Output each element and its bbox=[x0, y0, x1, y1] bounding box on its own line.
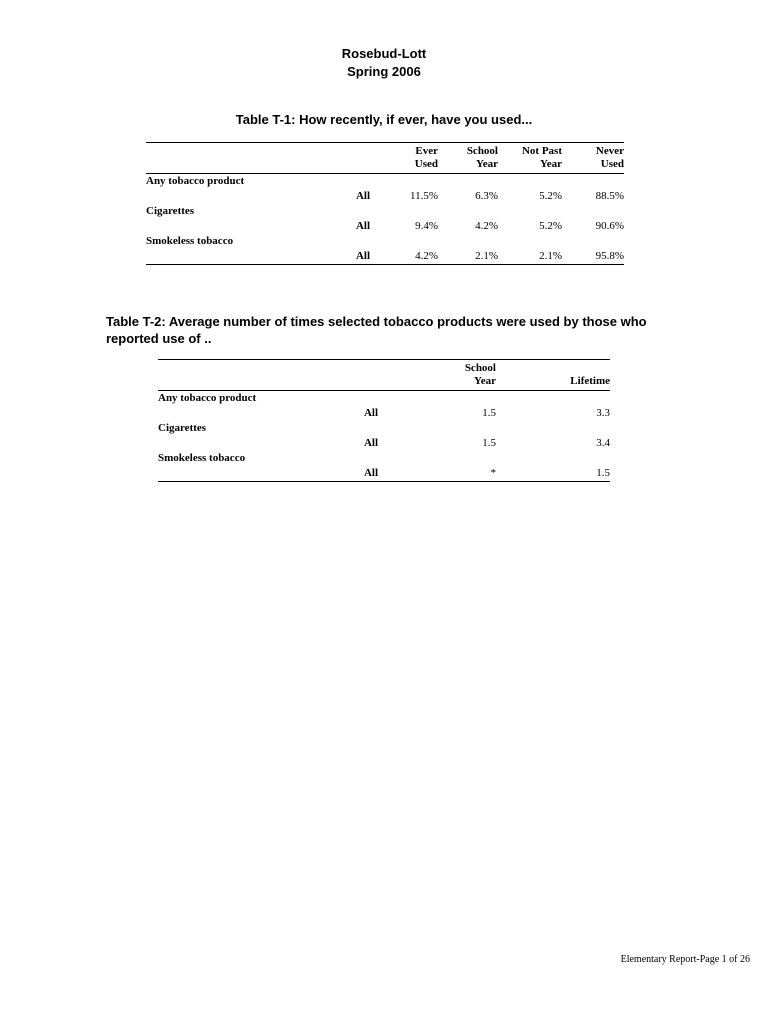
column-header-ever-used: Ever Used bbox=[376, 143, 438, 174]
row-group-label: All bbox=[363, 467, 378, 479]
table-t2 bbox=[158, 359, 610, 482]
table-row-label bbox=[146, 204, 624, 219]
column-header-school-year: School Year bbox=[384, 360, 496, 391]
row-label-any-tobacco: Any tobacco product bbox=[158, 392, 257, 404]
table-t1 bbox=[146, 142, 624, 265]
row-group-label: All bbox=[363, 407, 378, 419]
table-cell: 11.5% bbox=[409, 190, 438, 202]
table-cell: 4.2% bbox=[475, 220, 498, 232]
table-row bbox=[158, 466, 610, 482]
row-group-label: All bbox=[363, 437, 378, 449]
table-t2-header-row bbox=[158, 360, 610, 391]
table-cell: 3.4 bbox=[596, 437, 610, 449]
table-row-label bbox=[158, 391, 610, 407]
table-t1-title: Table T-1: How recently, if ever, have you used... bbox=[235, 112, 533, 127]
row-label-any-tobacco: Any tobacco product bbox=[146, 175, 245, 187]
row-label-smokeless-tobacco: Smokeless tobacco bbox=[146, 235, 234, 247]
table-cell: 1.5 bbox=[482, 407, 496, 419]
table-cell: 6.3% bbox=[475, 190, 498, 202]
table-cell: 88.5% bbox=[595, 190, 624, 202]
table-row bbox=[158, 436, 610, 451]
table-cell: 9.4% bbox=[415, 220, 438, 232]
column-header-not-past-year: Not Past Year bbox=[498, 143, 562, 174]
table-row bbox=[146, 249, 624, 265]
table-row bbox=[146, 219, 624, 234]
table-cell: 2.1% bbox=[475, 250, 498, 262]
table-cell: 1.5 bbox=[596, 467, 610, 479]
table-row bbox=[158, 406, 610, 421]
report-term: Spring 2006 bbox=[347, 64, 421, 79]
report-school-name: Rosebud-Lott bbox=[341, 46, 427, 61]
table-cell: 5.2% bbox=[539, 190, 562, 202]
column-header-never-used: Never Used bbox=[562, 143, 624, 174]
table-row-label bbox=[158, 451, 610, 466]
column-header-school-year: School Year bbox=[438, 143, 498, 174]
table-cell: 3.3 bbox=[596, 407, 610, 419]
table-row-label bbox=[146, 234, 624, 249]
table-cell: 5.2% bbox=[539, 220, 562, 232]
table-row-label bbox=[158, 421, 610, 436]
table-row-label bbox=[146, 174, 624, 190]
table-cell: 1.5 bbox=[482, 437, 496, 449]
table-cell: 95.8% bbox=[595, 250, 624, 262]
table-t2-title: Table T-2: Average number of times selected tobacco products were used by those who reported use of .. bbox=[106, 314, 647, 346]
row-label-smokeless-tobacco: Smokeless tobacco bbox=[158, 452, 246, 464]
table-t1-header-row bbox=[146, 143, 624, 174]
table-cell: 90.6% bbox=[595, 220, 624, 232]
column-header-lifetime: Lifetime bbox=[496, 360, 610, 391]
row-group-label: All bbox=[355, 190, 370, 202]
row-label-cigarettes: Cigarettes bbox=[158, 422, 207, 434]
row-group-label: All bbox=[355, 220, 370, 232]
table-cell: 4.2% bbox=[415, 250, 438, 262]
table-cell: 2.1% bbox=[539, 250, 562, 262]
table-cell: * bbox=[490, 467, 496, 479]
row-label-cigarettes: Cigarettes bbox=[146, 205, 195, 217]
row-group-label: All bbox=[355, 250, 370, 262]
page-footer: Elementary Report-Page 1 of 26 bbox=[620, 954, 750, 965]
table-row bbox=[146, 189, 624, 204]
